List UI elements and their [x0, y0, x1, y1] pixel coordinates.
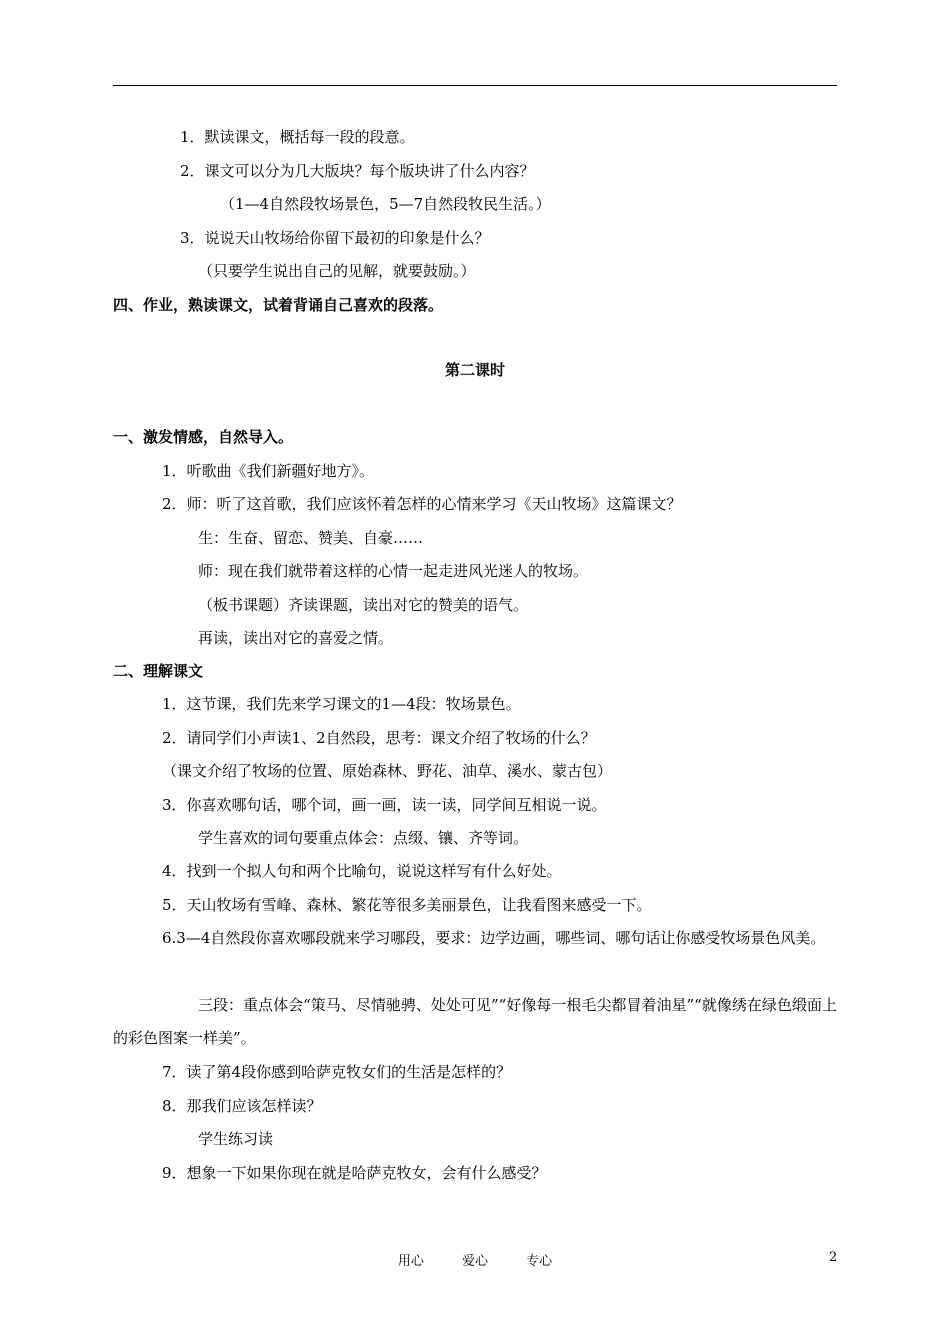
- section-1-line: 师：现在我们就带着这样的心情一起走进风光迷人的牧场。: [198, 562, 589, 580]
- section-2-line: 1．这节课，我们先来学习课文的1—4段：牧场景色。: [162, 695, 521, 713]
- section-2-paragraph: 6.3—4自然段你喜欢哪段就来学习哪段，要求：边学边画，哪些词、哪句话让你感受牧场景色风美。: [162, 929, 826, 947]
- section-1-line: 2．师：听了这首歌，我们应该怀着怎样的心情来学习《天山牧场》这篇课文？: [162, 495, 682, 513]
- section-1-line: 1．听歌曲《我们新疆好地方》。: [162, 462, 375, 480]
- item-2: 2．课文可以分为几大版块？每个版块讲了什么内容？: [180, 162, 535, 180]
- section-1-line: 生：生奋、留恋、赞美、自豪……: [198, 529, 424, 547]
- section-2-line: 7．读了第4段你感到哈萨克牧女们的生活是怎样的？: [162, 1063, 512, 1081]
- item-1: 1．默读课文，概括每一段的段意。: [180, 128, 415, 146]
- lesson-title: 第二课时: [444, 361, 505, 379]
- section-2-answer: （课文介绍了牧场的位置、原始森林、野花、油草、溪水、蒙古包）: [162, 762, 613, 780]
- section-2-line: 4．找到一个拟人句和两个比喻句，说说这样写有什么好处。: [162, 862, 562, 880]
- item-2-answer: （1—4自然段牧场景色，5—7自然段牧民生活。）: [220, 195, 551, 213]
- footer-word: 用心: [397, 1254, 424, 1269]
- section-1-heading: 一、激发情感，自然导入。: [113, 428, 294, 446]
- header-rule: [113, 85, 837, 86]
- section-1-line: 再读，读出对它的喜爱之情。: [198, 629, 394, 647]
- section-2-line: 5．天山牧场有雪峰、森林、繁花等很多美丽景色，让我看图来感受一下。: [162, 896, 652, 914]
- section-2-paragraph: 三段：重点体会“策马、尽情驰骋、处处可见”“好像每一根毛尖都冒着油星”“就像绣在绿色缎面上的彩色图案一样美”。: [113, 996, 837, 1047]
- page-number: 2: [829, 1250, 838, 1265]
- homework-heading: 四、作业，熟读课文，试着背诵自己喜欢的段落。: [113, 296, 444, 314]
- item-3-answer: （只要学生说出自己的见解，就要鼓励。）: [198, 262, 476, 280]
- section-2-note: 学生练习读: [198, 1130, 274, 1148]
- footer-word: 爱心: [461, 1254, 488, 1269]
- footer-word: 专心: [526, 1254, 553, 1269]
- item-3: 3．说说天山牧场给你留下最初的印象是什么？: [180, 229, 490, 247]
- section-1-line: （板书课题）齐读课题，读出对它的赞美的语气。: [198, 596, 529, 614]
- page-footer: [0, 1250, 950, 1269]
- section-2-note: 学生喜欢的词句要重点体会：点缀、镶、齐等词。: [198, 829, 529, 847]
- section-2-line: 2．请同学们小声读1、2自然段，思考：课文介绍了牧场的什么？: [162, 729, 596, 747]
- section-2-line: 3．你喜欢哪句话，哪个词，画一画，读一读，同学间互相说一说。: [162, 796, 607, 814]
- section-2-line: 8．那我们应该怎样读？: [162, 1097, 322, 1115]
- section-2-heading: 二、理解课文: [113, 662, 204, 680]
- section-2-line: 9．想象一下如果你现在就是哈萨克牧女，会有什么感受？: [162, 1164, 547, 1182]
